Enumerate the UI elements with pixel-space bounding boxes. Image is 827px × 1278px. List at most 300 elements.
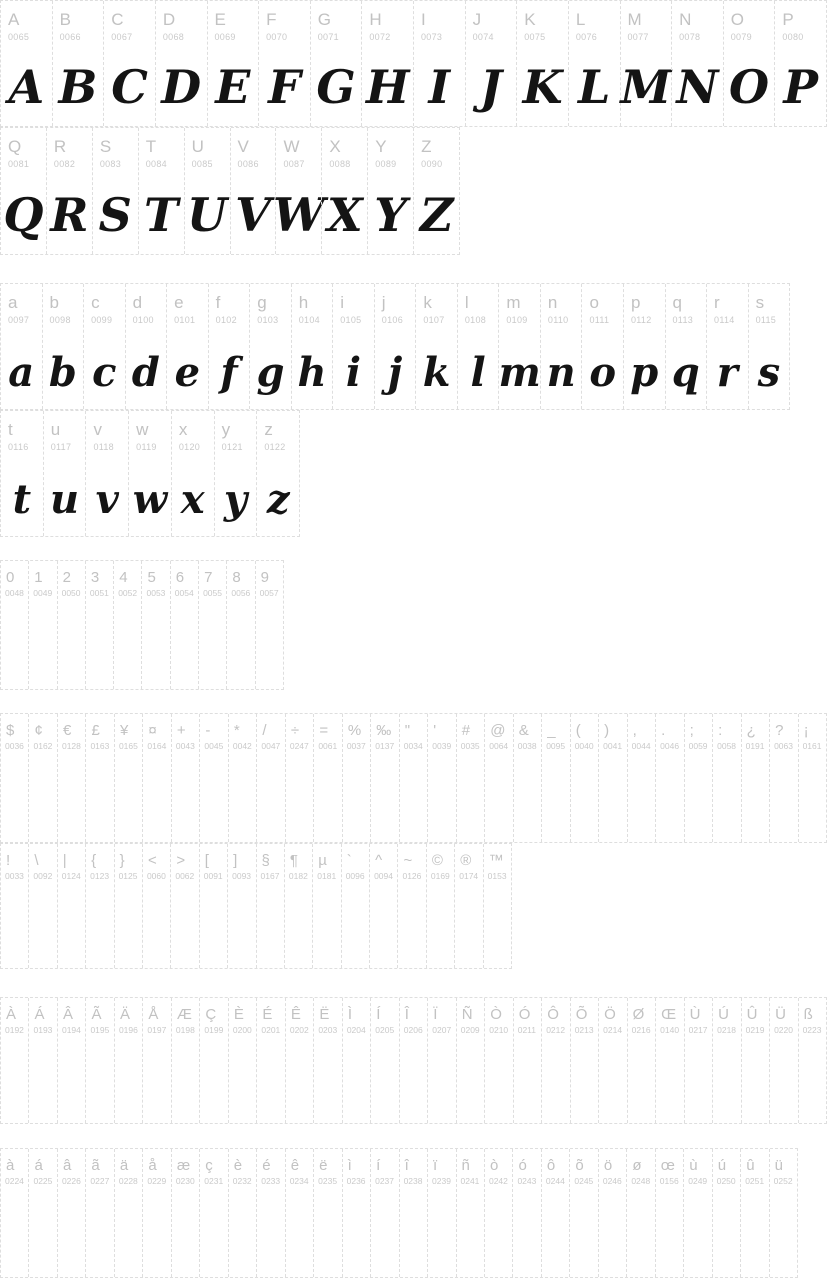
- cell-char-label: o: [589, 293, 599, 312]
- charmap-row-lowercase-t-z: [0, 410, 300, 537]
- charmap-cell: [114, 1149, 142, 1277]
- cell-char-label: ñ: [461, 1157, 470, 1174]
- cell-char-label: 2: [62, 569, 71, 586]
- charmap-cell: [684, 998, 712, 1123]
- charmap-cell: [342, 998, 370, 1123]
- cell-code-label: 0245: [574, 1176, 594, 1186]
- cell-char-label: µ: [318, 852, 327, 869]
- cell-code-label: 0068: [162, 32, 185, 42]
- cell-glyph: e: [174, 349, 201, 396]
- cell-char-label: M: [627, 10, 642, 29]
- charmap-cell: [284, 844, 312, 968]
- cell-glyph: h: [297, 349, 327, 396]
- charmap-row-symbols-brackets-marks: [0, 843, 512, 969]
- cell-code-label: 0235: [318, 1176, 338, 1186]
- cell-char-label: R: [53, 137, 67, 156]
- cell-char-label: ?: [775, 722, 784, 739]
- cell-code-label: 0241: [460, 1176, 480, 1186]
- charmap-cell: [1, 411, 43, 536]
- cell-char-label: ó: [518, 1157, 527, 1174]
- cell-code-label: 0095: [546, 741, 566, 751]
- cell-char-label: õ: [575, 1157, 584, 1174]
- cell-code-label: 0227: [90, 1176, 110, 1186]
- cell-char-label: z: [264, 420, 273, 439]
- cell-code-label: 0116: [8, 442, 29, 452]
- charmap-cell: [57, 998, 85, 1123]
- charmap-cell: [285, 998, 313, 1123]
- cell-char-label: ¢: [34, 722, 43, 739]
- cell-code-label: 0106: [381, 315, 404, 325]
- charmap-cell: [774, 1, 826, 126]
- charmap-cell: [313, 714, 341, 842]
- charmap-cell: [723, 1, 775, 126]
- charmap-cell: [620, 1, 672, 126]
- charmap-cell: [228, 1149, 256, 1277]
- cell-glyph: a: [8, 349, 35, 396]
- cell-char-label: q: [672, 293, 682, 312]
- cell-glyph: u: [50, 476, 80, 523]
- charmap-cell: [256, 1149, 284, 1277]
- cell-glyph: g: [256, 349, 285, 396]
- cell-code-label: 0111: [589, 315, 610, 325]
- cell-char-label: V: [237, 137, 249, 156]
- cell-char-label: ¶: [289, 852, 298, 869]
- charmap-cell: [226, 561, 254, 689]
- cell-code-label: 0212: [546, 1025, 566, 1035]
- cell-glyph: r: [716, 349, 738, 396]
- cell-code-label: 0055: [203, 588, 222, 598]
- cell-code-label: 0197: [147, 1025, 167, 1035]
- cell-code-label: 0233: [261, 1176, 281, 1186]
- charmap-cell: [273, 128, 325, 254]
- cell-code-label: 0165: [118, 741, 138, 751]
- cell-char-label: c: [91, 293, 100, 312]
- cell-char-label: ß: [803, 1006, 813, 1023]
- charmap-cell: [740, 1149, 768, 1277]
- cell-code-label: 0063: [774, 741, 793, 751]
- cell-code-label: 0039: [432, 741, 452, 751]
- cell-char-label: 9: [260, 569, 270, 586]
- cell-glyph: t: [12, 476, 32, 523]
- cell-code-label: 0206: [403, 1025, 423, 1035]
- cell-char-label: l: [464, 293, 469, 312]
- cell-char-label: Ü: [775, 1006, 786, 1023]
- cell-code-label: 0232: [232, 1176, 252, 1186]
- cell-code-label: 0243: [517, 1176, 537, 1186]
- cell-char-label: 1: [34, 569, 43, 586]
- cell-char-label: ~: [403, 852, 413, 869]
- cell-char-label: p: [630, 293, 641, 312]
- cell-glyph: M: [620, 60, 672, 114]
- charmap-cell: [456, 998, 484, 1123]
- charmap-cell: [627, 714, 655, 842]
- cell-char-label: &: [518, 722, 529, 739]
- charmap-cell: [512, 1149, 540, 1277]
- cell-code-label: 0192: [5, 1025, 24, 1035]
- cell-code-label: 0064: [489, 741, 509, 751]
- cell-code-label: 0066: [59, 32, 81, 42]
- charmap-cell: [798, 714, 826, 842]
- charmap-cell: [228, 714, 256, 842]
- cell-char-label: S: [99, 137, 112, 156]
- cell-code-label: 0217: [688, 1025, 708, 1035]
- cell-code-label: 0249: [688, 1176, 708, 1186]
- cell-code-label: 0194: [61, 1025, 81, 1035]
- charmap-cell: [199, 998, 227, 1123]
- cell-code-label: 0034: [403, 741, 423, 751]
- cell-code-label: 0094: [374, 871, 393, 881]
- cell-code-label: 0076: [575, 32, 598, 42]
- cell-glyph: D: [161, 60, 202, 114]
- cell-glyph: U: [187, 188, 228, 242]
- cell-code-label: 0107: [423, 315, 445, 325]
- charmap-cell: [598, 998, 626, 1123]
- cell-glyph: V: [235, 188, 271, 242]
- cell-code-label: 0112: [630, 315, 652, 325]
- cell-char-label: Ù: [689, 1006, 701, 1023]
- charmap-cell: [1, 1149, 28, 1277]
- cell-code-label: 0113: [672, 315, 694, 325]
- cell-char-label: ÷: [290, 722, 300, 739]
- cell-code-label: 0237: [375, 1176, 395, 1186]
- charmap-cell: [457, 284, 499, 409]
- charmap-cell: [85, 714, 113, 842]
- cell-glyph: T: [144, 188, 179, 242]
- charmap-cell: [541, 1149, 569, 1277]
- cell-char-label: >: [176, 852, 186, 869]
- cell-code-label: 0199: [204, 1025, 224, 1035]
- charmap-cell: [83, 284, 125, 409]
- cell-char-label: @: [490, 722, 506, 739]
- charmap-cell: [1, 284, 42, 409]
- charmap-cell: [258, 1, 310, 126]
- cell-char-label: ¿: [746, 722, 756, 739]
- cell-char-label: â: [62, 1157, 72, 1174]
- cell-code-label: 0043: [175, 741, 195, 751]
- charmap-cell: [170, 561, 198, 689]
- cell-code-label: 0067: [111, 32, 133, 42]
- charmap-cell: [1, 844, 28, 968]
- cell-code-label: 0069: [214, 32, 236, 42]
- charmap-cell: [427, 714, 455, 842]
- cell-code-label: 0226: [61, 1176, 81, 1186]
- cell-char-label: f: [215, 293, 221, 312]
- charmap-cell: [671, 1, 723, 126]
- cell-glyph: O: [729, 60, 770, 114]
- charmap-cell: [769, 1149, 797, 1277]
- cell-char-label: Æ: [176, 1006, 192, 1023]
- cell-glyph: R: [50, 188, 89, 242]
- cell-code-label: 0218: [717, 1025, 737, 1035]
- cell-char-label: /: [262, 722, 267, 739]
- cell-char-label: N: [679, 10, 692, 29]
- cell-char-label: Ö: [604, 1006, 616, 1023]
- cell-char-label: 6: [175, 569, 185, 586]
- cell-code-label: 0121: [221, 442, 243, 452]
- charmap-cell: [114, 844, 142, 968]
- charmap-cell: [184, 128, 230, 254]
- cell-char-label: Û: [746, 1006, 758, 1023]
- cell-char-label: Ã: [91, 1006, 102, 1023]
- cell-char-label: J: [472, 10, 482, 29]
- cell-code-label: 0202: [289, 1025, 309, 1035]
- charmap-cell: [741, 998, 769, 1123]
- cell-glyph: K: [522, 60, 563, 114]
- cell-code-label: 0086: [237, 159, 259, 169]
- cell-code-label: 0036: [5, 741, 24, 751]
- charmap-cell: [256, 714, 284, 842]
- cell-code-label: 0126: [402, 871, 422, 881]
- charmap-cell: [208, 284, 250, 409]
- charmap-cell: [569, 1149, 597, 1277]
- cell-char-label: 7: [204, 569, 213, 586]
- cell-code-label: 0092: [33, 871, 53, 881]
- charmap-cell: [92, 128, 138, 254]
- cell-code-label: 0033: [5, 871, 24, 881]
- cell-glyph: B: [58, 60, 98, 114]
- charmap-cell: [128, 411, 171, 536]
- cell-code-label: 0047: [261, 741, 281, 751]
- charmap-cell: [214, 411, 257, 536]
- charmap-cell: [513, 998, 541, 1123]
- charmap-cell: [228, 998, 256, 1123]
- cell-char-label: P: [782, 10, 794, 29]
- cell-char-label: !: [6, 852, 11, 869]
- cell-glyph: i: [345, 349, 362, 396]
- cell-code-label: 0123: [90, 871, 110, 881]
- cell-glyph: N: [676, 60, 719, 114]
- charmap-cell: [28, 844, 56, 968]
- cell-code-label: 0191: [745, 741, 765, 751]
- cell-code-label: 0117: [50, 442, 72, 452]
- charmap-cell: [623, 284, 665, 409]
- cell-char-label: i: [340, 293, 345, 312]
- charmap-cell: [627, 998, 655, 1123]
- cell-char-label: ú: [717, 1157, 727, 1174]
- cell-code-label: 0056: [231, 588, 251, 598]
- cell-code-label: 0120: [178, 442, 201, 452]
- charmap-cell: [321, 128, 367, 254]
- cell-code-label: 0061: [318, 741, 338, 751]
- charmap-cell: [310, 1, 362, 126]
- charmap-cell: [484, 998, 512, 1123]
- cell-char-label: L: [575, 10, 586, 29]
- cell-code-label: 0083: [99, 159, 122, 169]
- cell-char-label: ö: [603, 1157, 613, 1174]
- cell-char-label: B: [59, 10, 71, 29]
- cell-char-label: e: [174, 293, 184, 312]
- cell-code-label: 0044: [631, 741, 651, 751]
- cell-code-label: 0250: [716, 1176, 736, 1186]
- cell-code-label: 0096: [345, 871, 365, 881]
- charmap-cell: [370, 1149, 398, 1277]
- cell-code-label: 0101: [174, 315, 196, 325]
- charmap-row-uppercase-a-p: [0, 0, 827, 127]
- charmap-cell: [413, 1, 465, 126]
- charmap-cell: [313, 1149, 341, 1277]
- cell-glyph: w: [132, 476, 168, 523]
- charmap-cell: [370, 998, 398, 1123]
- cell-code-label: 0214: [603, 1025, 623, 1035]
- cell-code-label: 0118: [93, 442, 114, 452]
- charmap-cell: [171, 1149, 199, 1277]
- cell-code-label: 0062: [175, 871, 195, 881]
- cell-char-label: Ä: [119, 1006, 130, 1023]
- cell-code-label: 0162: [33, 741, 53, 751]
- charmap-cell: [626, 1149, 654, 1277]
- cell-code-label: 0051: [89, 588, 109, 598]
- cell-code-label: 0225: [33, 1176, 53, 1186]
- cell-code-label: 0057: [259, 588, 279, 598]
- cell-char-label: .: [661, 722, 666, 739]
- cell-char-label: E: [214, 10, 226, 29]
- cell-code-label: 0229: [147, 1176, 167, 1186]
- cell-code-label: 0219: [745, 1025, 765, 1035]
- cell-char-label: É: [262, 1006, 273, 1023]
- charmap-row-digits: [0, 560, 284, 690]
- cell-code-label: 0074: [472, 32, 494, 42]
- cell-code-label: 0075: [524, 32, 546, 42]
- cell-char-label: F: [266, 10, 277, 29]
- cell-char-label: %: [347, 722, 362, 739]
- cell-char-label: h: [298, 293, 309, 312]
- cell-char-label: U: [191, 137, 204, 156]
- charmap-cell: [513, 714, 541, 842]
- cell-char-label: ): [604, 722, 610, 739]
- charmap-cell: [199, 844, 227, 968]
- charmap-cell: [712, 1149, 740, 1277]
- cell-code-label: 0238: [403, 1176, 423, 1186]
- cell-char-label: +: [176, 722, 186, 739]
- charmap-cell: [141, 561, 169, 689]
- charmap-cell: [285, 1149, 313, 1277]
- cell-glyph: x: [180, 476, 205, 523]
- cell-char-label: _: [547, 722, 556, 739]
- cell-char-label: ç: [205, 1157, 213, 1174]
- charmap-cell: [171, 411, 214, 536]
- charmap-cell: [484, 714, 512, 842]
- cell-char-label: û: [746, 1157, 755, 1174]
- charmap-cell: [155, 1, 207, 126]
- cell-code-label: 0242: [488, 1176, 508, 1186]
- charmap-cell: [342, 1149, 370, 1277]
- charmap-cell: [540, 284, 582, 409]
- cell-char-label: A: [8, 10, 20, 29]
- cell-code-label: 0124: [61, 871, 81, 881]
- cell-char-label: ì: [347, 1157, 352, 1174]
- cell-glyph: z: [266, 476, 290, 523]
- cell-char-label: Ø: [632, 1006, 645, 1023]
- cell-char-label: ¤: [148, 722, 157, 739]
- charmap-cell: [1, 1, 52, 126]
- cell-code-label: 0046: [660, 741, 680, 751]
- charmap-cell: [1, 714, 28, 842]
- charmap-cell: [769, 998, 797, 1123]
- cell-code-label: 0125: [118, 871, 138, 881]
- cell-char-label: ]: [233, 852, 238, 869]
- cell-code-label: 0082: [53, 159, 76, 169]
- cell-char-label: {: [91, 852, 97, 869]
- cell-code-label: 0220: [774, 1025, 793, 1035]
- charmap-cell: [171, 998, 199, 1123]
- cell-glyph: Z: [419, 188, 454, 242]
- cell-char-label: 0: [6, 569, 15, 586]
- cell-char-label: ©: [431, 852, 443, 869]
- cell-char-label: Q: [8, 137, 22, 156]
- cell-code-label: 0088: [329, 159, 351, 169]
- charmap-cell: [399, 714, 427, 842]
- cell-char-label: í: [376, 1157, 381, 1174]
- cell-char-label: Ú: [718, 1006, 729, 1023]
- cell-char-label: ': [433, 722, 437, 739]
- charmap-cell: [227, 844, 255, 968]
- charmap-cell: [483, 844, 511, 968]
- cell-char-label: é: [262, 1157, 271, 1174]
- cell-char-label: k: [423, 293, 432, 312]
- charmap-cell: [85, 411, 128, 536]
- cell-char-label: Ï: [433, 1006, 438, 1023]
- charmap-cell: [142, 714, 170, 842]
- cell-char-label: ^: [375, 852, 383, 869]
- cell-code-label: 0109: [506, 315, 528, 325]
- cell-char-label: Ñ: [461, 1006, 473, 1023]
- cell-char-label: Ó: [518, 1006, 531, 1023]
- cell-char-label: €: [62, 722, 72, 739]
- cell-char-label: à: [6, 1157, 15, 1174]
- charmap-cell: [85, 998, 113, 1123]
- charmap-cell: [230, 128, 276, 254]
- charmap-cell: [456, 714, 484, 842]
- cell-code-label: 0099: [91, 315, 113, 325]
- cell-char-label: :: [718, 722, 723, 739]
- cell-code-label: 0137: [375, 741, 395, 751]
- charmap-cell: [427, 1149, 455, 1277]
- cell-char-label: *: [233, 722, 240, 739]
- cell-char-label: n: [547, 293, 558, 312]
- cell-code-label: 0115: [755, 315, 777, 325]
- cell-code-label: 0050: [61, 588, 81, 598]
- cell-glyph: k: [422, 349, 451, 396]
- cell-code-label: 0234: [289, 1176, 309, 1186]
- cell-code-label: 0060: [146, 871, 166, 881]
- cell-code-label: 0079: [730, 32, 752, 42]
- charmap-cell: [1, 998, 28, 1123]
- charmap-cell: [256, 411, 299, 536]
- cell-char-label: ": [404, 722, 411, 739]
- cell-char-label: Â: [62, 1006, 73, 1023]
- cell-code-label: 0209: [460, 1025, 480, 1035]
- charmap-cell: [57, 561, 85, 689]
- charmap-row-accented-uppercase: [0, 997, 827, 1124]
- cell-code-label: 0198: [175, 1025, 195, 1035]
- charmap-cell: [598, 714, 626, 842]
- charmap-cell: [712, 714, 740, 842]
- charmap-cell: [516, 1, 568, 126]
- cell-char-label: Ì: [347, 1006, 352, 1023]
- cell-code-label: 0196: [118, 1025, 138, 1035]
- charmap-cell: [114, 998, 142, 1123]
- cell-code-label: 0049: [33, 588, 53, 598]
- cell-char-label: <: [147, 852, 157, 869]
- cell-char-label: Ë: [319, 1006, 330, 1023]
- cell-char-label: ä: [119, 1157, 129, 1174]
- cell-char-label: Õ: [575, 1006, 588, 1023]
- cell-code-label: 0035: [460, 741, 480, 751]
- charmap-cell: [43, 411, 86, 536]
- charmap-cell: [484, 1149, 512, 1277]
- charmap-cell: [413, 128, 459, 254]
- charmap-cell: [199, 1149, 227, 1277]
